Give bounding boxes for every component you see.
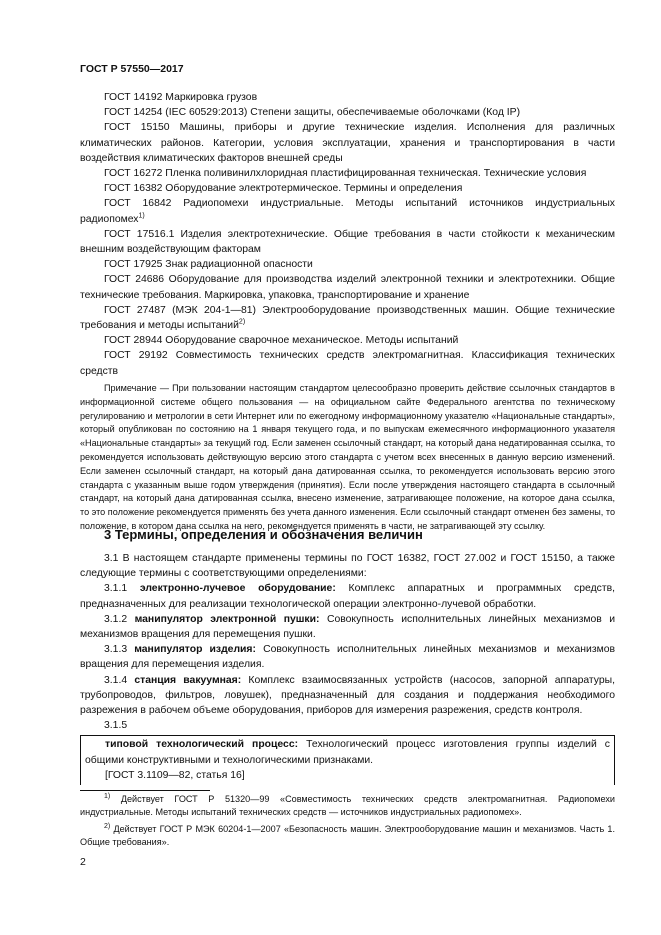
term-definition: Совокупность исполнительных линейных механизмов и механизмов вращения для перемещения пушки.	[80, 613, 616, 641]
page-number: 2	[80, 856, 86, 868]
reference-text: ГОСТ 27487 (МЭК 204-1—81) Электрооборудование производственных машин. Общие технические требования и методы испытаний	[80, 304, 615, 332]
reference-item: ГОСТ 28944 Оборудование сварочное механическое. Методы испытаний	[104, 335, 459, 347]
term-definition: Совокупность исполнительных линейных механизмов и механизмов вращения для перемещения изделия.	[80, 644, 616, 671]
reference-item	[80, 196, 615, 226]
footnote-divider	[80, 790, 210, 791]
note-text: Примечание — При пользовании настоящим стандартом целесообразно проверить действие ссылочных стандартов в информационной системе общего пользования — на официальном сайте Федерального агентства по техническому регулированию и метрологии в сети Интернет или по ежегодному информационному указателю «Национальные стандарты», который опубликован по состоянию на 1 января текущего года, и по выпускам ежемесячного информационного указателя «Национальные стандарты» за текущий год. Если заменен ссылочный стандарт, на который дана недатированная ссылка, то рекомендуется использовать действующую версию этого стандарта с учетом всех внесенных в данную версию изменений. Если заменен ссылочный стандарт, на который дана датированная ссылка, то рекомендуется использовать версию этого стандарта с указанным выше годом утверждения (принятия). Если после утверждения настоящего стандарта в ссылочный стандарт, на который дана датированная ссылка, внесено изменение, затрагивающее положение, на которое дана ссылка, то это положение рекомендуется применять без учета данного изменения. Если ссылочный стандарт отменен без замены, то положение, в котором дана ссылка на него, рекомендуется применять в части, не затрагивающей эту ссылку.	[80, 383, 615, 531]
term-number: 3.1.4	[104, 674, 128, 686]
term-number-standalone: 3.1.5	[104, 720, 128, 732]
document-header: ГОСТ Р 57550—2017	[80, 63, 184, 75]
term-item	[80, 612, 615, 642]
reference-item: ГОСТ 17516.1 Изделия электротехнические. Общие требования в части стойкости к механическим внешним воздействующим факторам	[80, 228, 615, 256]
term-number: 3.1.3	[104, 644, 128, 656]
footnote-mark: 1)	[138, 212, 145, 220]
term-name: электронно-лучевое оборудование:	[139, 583, 336, 595]
term-number: 3.1.1	[104, 583, 128, 595]
footnote	[80, 793, 615, 820]
term-name: станция вакуумная:	[134, 674, 242, 686]
reference-item: ГОСТ 14254 (IEC 60529:2013) Степени защиты, обеспечиваемые оболочками (Код IP)	[104, 107, 521, 119]
term-definition: Комплекс взаимосвязанных устройств (насосов, запорной аппаратуры, трубопроводов, фильтров, ловушек), предназначенный для создания и поддержания необходимого разрежения в рабочем объеме оборудования, приборов для измерения разрежения, средств контроля.	[80, 674, 615, 717]
reference-item: ГОСТ 16272 Пленка поливинилхлоридная пластифицированная техническая. Технические условия	[104, 168, 587, 180]
footnote-mark: 2)	[104, 822, 111, 830]
term-name: типовой технологический процесс:	[105, 739, 299, 751]
section-title: 3 Термины, определения и обозначения величин	[104, 527, 423, 542]
term-item	[85, 737, 610, 767]
term-item	[80, 581, 615, 611]
reference-item: ГОСТ 24686 Оборудование для производства изделий электронной техники и электротехники. Общие технические требования. Маркировка, упаковка, транспортирование и хранение	[80, 274, 615, 301]
term-definition: Комплекс аппаратных и программных средств, предназначенных для реализации технологической операции электронно-лучевой обработки.	[80, 583, 616, 610]
reference-item: ГОСТ 16382 Оборудование электротермическое. Термины и определения	[104, 183, 463, 195]
term-name: манипулятор электронной пушки:	[134, 613, 320, 625]
footnote	[80, 823, 615, 850]
reference-item: ГОСТ 15150 Машины, приборы и другие технические изделия. Исполнения для различных климатических районов. Категории, условия эксплуатации, хранения и транспортирования в части воздействия климатических факторов внешней среды	[80, 122, 615, 164]
footnote-mark: 2)	[238, 318, 246, 326]
reference-item	[80, 303, 615, 333]
term-item	[80, 642, 615, 672]
terms-intro: 3.1 В настоящем стандарте применены термины по ГОСТ 16382, ГОСТ 27.002 и ГОСТ 15150, а также следующие термины с соответствующими определениями:	[80, 553, 615, 580]
footnotes	[80, 793, 615, 853]
term-number: 3.1.2	[104, 613, 128, 625]
reference-item: ГОСТ 14192 Маркировка грузов	[104, 92, 258, 103]
term-name: манипулятор изделия:	[134, 644, 256, 656]
term-source: [ГОСТ 3.1109—82, статья 16]	[105, 769, 245, 781]
footnote-mark: 1)	[104, 792, 111, 800]
quoted-term-box	[80, 735, 615, 785]
normative-references	[80, 90, 615, 379]
term-item	[80, 673, 615, 719]
term-definition: Технологический процесс изготовления группы изделий с общими конструктивными и технологическими признаками.	[85, 739, 611, 766]
reference-item: ГОСТ 29192 Совместимость технических средств электромагнитная. Классификация технических средств	[80, 350, 615, 377]
footnote-text: Действует ГОСТ Р МЭК 60204-1—2007 «Безопасность машин. Электрооборудование машин и механизмов. Часть 1. Общие требования».	[80, 823, 615, 848]
footnote-text: Действует ГОСТ Р 51320—99 «Совместимость технических средств электромагнитная. Радиопомехи индустриальные. Методы испытаний технических средств — источников индустриальных радиопомех».	[80, 794, 615, 818]
reference-text: ГОСТ 16842 Радиопомехи индустриальные. Методы испытаний источников индустриальных радиопомех	[80, 198, 615, 225]
note-block	[80, 382, 615, 534]
reference-item: ГОСТ 17925 Знак радиационной опасности	[104, 259, 313, 271]
terms-block	[80, 551, 615, 785]
